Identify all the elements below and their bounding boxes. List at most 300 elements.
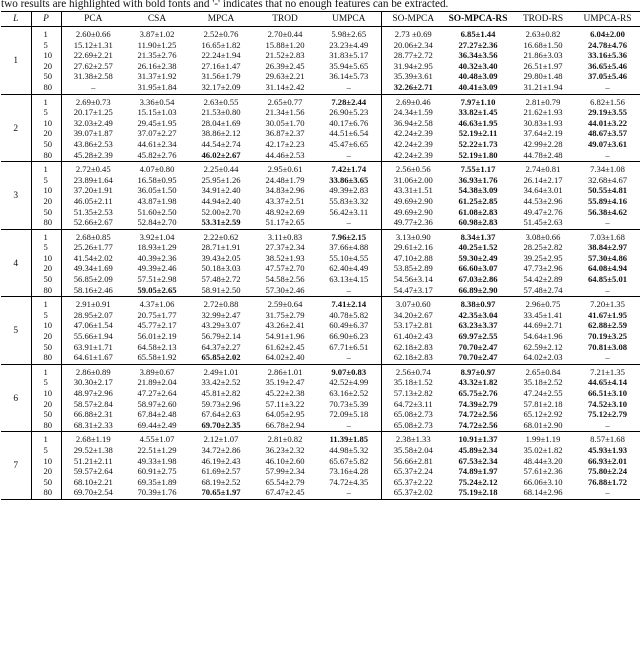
table-cell: – [605,352,610,363]
table-cell: 67.71±6.51 [317,342,381,353]
table-cell: 15.12±1.31 [73,39,113,50]
row-label-p: 10 [31,456,61,467]
table-cell: 3.36±0.54 [139,96,175,107]
header-l: L [1,12,31,27]
table-cell: 62.18±2.83 [393,341,433,352]
table-cell: 67.84±2.48 [137,409,177,420]
table-cell: 44.01±3.22 [587,117,628,128]
table-row [1,50,640,61]
table-cell: 75.12±2.79 [587,409,628,420]
table-cell: 51.45±2.63 [523,217,563,228]
table-cell: 57.48±2.74 [523,284,563,295]
table-row [1,61,640,72]
row-label-p: 10 [31,388,61,399]
table-caption: two results are highlighted with bold fonts and '-' indicates that no enough features can be extracted. [1,0,449,10]
table-block [1,162,640,230]
table-cell: 24.34±1.59 [393,107,433,118]
table-cell: 35.19±2.47 [265,377,305,388]
table-cell: 7.21±1.35 [590,366,625,377]
row-label-l: 1 [1,27,31,95]
table-cell: 55.10±4.55 [317,253,381,264]
header-method: CSA [125,12,189,27]
table-row [1,310,640,321]
table-cell: 56.79±2.14 [201,331,241,342]
table-cell: 73.16±4.28 [317,466,381,477]
row-label-p: 1 [31,162,61,175]
row-label-p: 1 [31,297,61,310]
table-cell: 54.58±2.56 [265,274,305,285]
table-cell: 55.89±4.16 [587,195,628,206]
table-cell: 38.84±2.97 [587,242,628,253]
table-cell: 51.17±2.65 [265,217,305,228]
table-cell: 47.10±2.88 [393,252,433,263]
table-cell: 74.89±1.97 [458,466,498,477]
table-cell: 65.37±2.22 [393,476,433,487]
table-cell: 66.51±3.10 [587,388,628,398]
table-cell: 23.89±1.64 [73,174,113,185]
table-cell: 46.63±1.95 [458,117,498,128]
table-cell: 2.95±0.61 [267,164,303,175]
table-cell: 6.85±1.44 [460,29,496,39]
table-cell: 28.95±2.07 [73,309,113,320]
table-cell: 4.37±1.06 [139,299,175,310]
row-label-p: 10 [31,50,61,61]
table-row [1,196,640,207]
row-label-p: 5 [31,107,61,118]
table-cell: 1.99±1.19 [525,434,561,445]
table-cell: 39.25±2.95 [523,252,563,263]
table-cell: 64.02±2.40 [265,352,305,363]
header-method: SO-MPCA-RS [445,12,511,27]
row-label-p: 5 [31,377,61,388]
table-cell: 8.97±0.97 [460,366,496,377]
table-cell: 34.83±2.96 [265,185,305,196]
table-row [1,162,640,175]
table-cell: 35.18±1.52 [393,377,433,388]
row-label-l: 2 [1,94,31,162]
table-cell: 63.16±2.52 [317,388,381,399]
header-method: PCA [61,12,125,27]
table-block [1,229,640,297]
table-cell: 40.25±1.52 [458,242,498,253]
table-row [1,71,640,82]
row-label-p: 50 [31,409,61,420]
table-cell: 5.98±2.65 [317,27,381,40]
table-cell: 33.45±1.41 [523,309,563,320]
table-cell: 57.99±2.34 [265,466,305,477]
table-block [1,27,640,95]
row-label-p: 20 [31,331,61,342]
table-cell: 69.44±2.49 [137,419,177,430]
table-cell: 58.97±2.60 [137,398,177,409]
row-label-p: 1 [31,432,61,445]
table-row [1,477,640,488]
table-cell: 64.05±2.95 [265,409,305,420]
table-cell: 44.65±4.14 [587,377,628,388]
table-cell: 45.22±2.38 [265,388,305,398]
table-cell: 29.80±1.48 [523,71,563,82]
table-row [1,487,640,499]
table-cell: 41.67±1.95 [587,309,628,320]
table-cell: 70.39±1.76 [137,487,177,498]
table-cell: 7.34±1.08 [590,164,625,175]
table-cell: 52.19±1.80 [458,149,498,160]
table-row [1,217,640,229]
row-label-p: 20 [31,61,61,72]
table-cell: 31.38±2.58 [73,71,113,82]
table-cell: 28.04±1.69 [201,117,241,128]
table-cell: 65.58±1.92 [137,352,177,363]
table-cell: 51.35±2.53 [73,206,113,217]
table-cell: 3.87±1.02 [139,29,175,39]
row-label-p: 50 [31,274,61,285]
table-cell: 60.91±2.75 [137,466,177,477]
table-cell: 21.89±2.04 [137,377,177,388]
row-label-p: 5 [31,175,61,186]
table-cell: 57.51±2.98 [137,274,177,285]
table-cell: 56.01±2.19 [137,331,177,342]
row-label-p: 80 [31,285,61,297]
table-row [1,331,640,342]
table-cell: 47.24±2.55 [523,388,563,398]
table-cell: 3.92±1.04 [139,231,175,242]
table-cell: 44.78±2.48 [523,149,563,160]
table-cell: 44.69±2.71 [523,320,563,331]
table-cell: 2.96±0.75 [525,299,561,310]
table-cell: 65.37±2.24 [393,466,433,477]
table-row [1,399,640,410]
table-cell: 2.91±0.91 [75,299,111,310]
table-cell: 25.26±1.77 [73,242,113,253]
table-cell: 48.97±2.96 [73,388,113,398]
table-cell: 34.64±3.01 [523,185,563,196]
table-cell: 25.95±1.26 [201,174,241,185]
row-label-l: 7 [1,432,31,500]
table-cell: 35.58±2.04 [393,444,433,455]
table-cell: 61.69±2.57 [201,466,241,477]
table-cell: 8.34±1.37 [460,231,496,242]
table-cell: 40.41±3.09 [458,81,498,92]
table-cell: 21.34±1.56 [265,107,305,118]
table-cell: 4.07±0.80 [139,164,175,175]
table-cell: 61.62±2.45 [265,341,305,352]
table-cell: 33.42±2.52 [201,377,241,388]
table-row [1,27,640,40]
table-cell: 2.22±0.62 [203,231,239,242]
row-label-p: 80 [31,217,61,229]
table-cell: – [91,81,96,92]
table-cell: 74.72±2.56 [458,419,498,430]
table-cell: 49.33±1.98 [137,455,177,466]
table-cell: 65.12±2.92 [523,409,563,420]
table-row [1,175,640,186]
table-cell: 52.84±2.70 [137,217,177,228]
table-cell: 20.06±2.34 [393,39,433,50]
table-cell: 33.86±3.65 [317,175,381,186]
table-cell: 43.32±1.82 [458,377,498,388]
table-cell: – [317,352,381,364]
table-cell: 58.57±2.84 [73,398,113,409]
table-cell: 3.11±0.83 [267,231,303,242]
table-cell: 48.44±3.20 [523,455,563,466]
row-label-l: 6 [1,364,31,432]
table-row [1,82,640,94]
table-cell: 46.05±2.11 [73,195,113,206]
table-row [1,207,640,218]
table-cell: 45.82±2.76 [137,149,177,160]
table-cell: 28.77±2.72 [393,50,433,61]
table-cell: 26.51±1.97 [523,60,563,71]
table-cell: 67.53±2.34 [458,455,498,466]
table-cell: 44.98±5.32 [317,445,381,456]
table-cell: 49.34±1.69 [73,263,113,274]
table-cell: 40.39±2.36 [137,252,177,263]
table-cell: 21.35±2.76 [137,50,177,61]
table-cell: 16.68±1.50 [523,39,563,50]
table-row [1,40,640,51]
table-cell: 54.47±3.17 [393,284,433,295]
table-cell: 49.47±2.76 [523,206,563,217]
table-cell: 37.05±5.46 [587,71,628,82]
table-cell: 59.05±2.65 [137,284,177,295]
table-cell: – [317,487,381,499]
row-label-l: 4 [1,229,31,297]
table-cell: 67.03±2.86 [458,274,498,285]
row-label-p: 20 [31,399,61,410]
table-cell: 28.71±1.91 [201,242,241,253]
table-cell: 65.08±2.73 [393,419,433,430]
table-cell: 49.69±2.90 [393,195,433,206]
table-cell: 2.25±0.44 [203,164,239,175]
table-cell: 36.05±1.50 [137,185,177,196]
table-cell: 74.52±3.10 [587,398,628,409]
table-cell: 64.61±1.67 [73,352,113,363]
table-cell: 72.09±5.18 [317,409,381,420]
table-cell: 59.73±2.96 [201,398,241,409]
table-cell: 3.07±0.60 [395,299,431,310]
table-cell: 26.16±2.38 [137,60,177,71]
row-label-p: 10 [31,118,61,129]
table-cell: 28.25±2.82 [523,242,563,253]
table-cell: 45.81±2.82 [201,388,241,398]
table-cell: 62.88±2.59 [587,320,628,331]
table-cell: 70.70±2.47 [458,352,498,363]
row-label-p: 20 [31,196,61,207]
table-cell: 36.23±2.32 [265,444,305,455]
table-cell: 8.38±0.97 [460,299,496,310]
table-cell: 59.30±2.49 [458,252,498,263]
table-cell: 47.73±2.96 [523,263,563,274]
table-cell: 6.04±2.00 [590,29,625,39]
table-cell: 2.81±0.79 [525,96,561,107]
table-cell: 62.18±2.83 [393,352,433,363]
table-cell: 68.10±2.21 [73,476,113,487]
table-cell: 2.69±0.73 [75,96,111,107]
row-label-p: 20 [31,466,61,477]
table-cell: 60.49±6.37 [317,320,381,331]
table-cell: 42.24±2.39 [393,149,433,160]
table-cell: 31.94±2.95 [393,60,433,71]
table-cell: 37.66±4.88 [317,242,381,253]
table-cell: 42.17±2.23 [265,138,305,149]
table-cell: 11.39±1.85 [317,432,381,445]
table-cell: 18.93±1.29 [137,242,177,253]
table-cell: 2.69±0.46 [395,96,431,107]
table-cell: 66.93±2.01 [587,455,628,466]
table-row [1,432,640,445]
table-cell: 2.73 ±0.69 [394,29,432,39]
table-cell: 57.13±2.82 [393,388,433,398]
table-cell: 59.57±2.64 [73,466,113,477]
table-cell: 2.70±0.44 [267,29,303,39]
table-cell: – [317,217,381,229]
table-cell: 61.40±2.43 [393,331,433,342]
table-cell: 65.54±2.79 [265,476,305,487]
table-cell: 22.24±1.94 [201,50,241,61]
table-cell: 33.82±1.45 [458,107,498,118]
table-cell: 66.88±2.31 [73,409,113,420]
row-label-p: 80 [31,487,61,499]
table-cell: 69.35±1.89 [137,476,177,487]
table-cell: 2.59±0.64 [267,299,303,310]
table-cell: 57.11±3.22 [265,398,305,409]
table-cell: 21.86±3.03 [523,50,563,61]
table-cell: 41.54±2.02 [73,252,113,263]
table-cell: 2.56±0.74 [395,366,431,377]
table-row [1,466,640,477]
table-cell: 16.58±0.95 [137,174,177,185]
table-cell: 2.63±0.55 [203,96,239,107]
table-cell: 16.65±1.82 [201,39,241,50]
table-cell: 49.77±2.36 [393,217,433,228]
table-cell: 57.81±2.18 [523,398,563,409]
table-cell: 31.37±1.92 [137,71,177,82]
table-row [1,139,640,150]
table-row [1,263,640,274]
table-cell: 37.07±2.27 [137,128,177,139]
table-cell: 61.08±2.83 [458,206,498,217]
table-cell: 69.97±2.55 [458,331,498,342]
row-label-p: 5 [31,310,61,321]
table-cell: 36.34±3.56 [458,50,498,61]
table-cell: 24.78±4.76 [587,39,628,50]
row-label-p: 10 [31,185,61,196]
table-cell: 66.90±6.23 [317,331,381,342]
table-cell: 27.16±1.47 [201,60,241,71]
table-cell: 48.92±2.69 [265,206,305,217]
row-label-p: 50 [31,477,61,488]
table-cell: 33.16±5.36 [587,50,628,61]
table-cell: 53.17±2.81 [393,320,433,331]
table-row [1,456,640,467]
table-cell: 68.14±2.96 [523,487,563,498]
table-cell: 7.55±1.17 [460,164,496,175]
table-cell: – [317,285,381,297]
table-cell: 10.91±1.37 [458,434,498,445]
table-cell: 58.16±2.46 [73,284,113,295]
table-cell: 2.63±0.82 [525,29,561,39]
table-cell: 29.63±2.21 [265,71,305,82]
table-cell: 26.90±5.23 [317,107,381,118]
table-cell: 56.38±4.62 [587,206,628,217]
table-cell: 70.19±3.25 [587,331,628,342]
table-cell: 40.78±5.82 [317,310,381,321]
table-cell: 74.39±2.79 [458,398,498,409]
table-cell: 65.67±5.82 [317,456,381,467]
table-cell: 2.74±0.81 [525,164,561,175]
table-cell: 7.20±1.35 [590,299,625,310]
row-label-l: 3 [1,162,31,230]
table-cell: 70.65±1.97 [201,487,241,498]
table-cell: 49.69±2.90 [393,206,433,217]
header-method: UMPCA-RS [575,12,640,27]
table-cell: 70.70±2.47 [458,341,498,352]
table-cell: 66.78±2.94 [265,419,305,430]
table-cell: 4.55±1.07 [139,434,175,445]
table-cell: 62.40±4.49 [317,263,381,274]
table-cell: 34.20±2.67 [393,309,433,320]
row-label-p: 20 [31,128,61,139]
table-cell: 32.26±2.71 [393,81,433,92]
table-cell: – [317,420,381,432]
table-cell: 65.85±2.02 [201,352,241,363]
table-row [1,285,640,297]
header-method: MPCA [189,12,253,27]
table-cell: 64.58±2.13 [137,341,177,352]
table-cell: – [605,487,610,498]
row-label-p: 80 [31,82,61,94]
table-row [1,364,640,377]
table-cell: 2.38±1.33 [395,434,431,445]
table-cell: 37.64±2.19 [523,128,563,139]
table-cell: 35.39±3.61 [393,71,433,82]
table-cell: 31.56±1.79 [201,71,241,82]
table-cell: 7.42±1.74 [317,162,381,175]
table-cell: 43.86±2.53 [73,138,113,149]
table-cell: 7.41±2.14 [317,297,381,310]
table-cell: 60.98±2.83 [458,217,498,228]
table-cell: 29.61±2.16 [393,242,433,253]
table-cell: 26.14±2.17 [523,174,563,185]
table-cell: 38.52±1.93 [265,252,305,263]
table-cell: 48.67±3.57 [587,128,628,139]
table-cell: 66.89±2.90 [458,284,498,295]
table-cell: 2.65±0.84 [525,366,561,377]
table-cell: 45.77±2.17 [137,320,177,331]
table-cell: 67.47±2.45 [265,487,305,498]
table-cell: 2.72±0.88 [203,299,239,310]
table-cell: 3.89±0.67 [139,366,175,377]
table-row [1,409,640,420]
table-cell: 27.37±2.34 [265,242,305,253]
row-label-p: 10 [31,253,61,264]
header-row [1,12,640,27]
table-cell: – [605,81,610,92]
table-row [1,128,640,139]
table-cell: 20.17±1.25 [73,107,113,118]
table-cell: 29.45±1.95 [137,117,177,128]
table-cell: 42.52±4.99 [317,377,381,388]
table-cell: 2.86±1.01 [267,366,303,377]
table-cell: 35.18±2.52 [523,377,563,388]
table-cell: 64.02±2.03 [523,352,563,363]
table-cell: 50.18±3.03 [201,263,241,274]
table-cell: 44.94±2.40 [201,195,241,206]
table-cell: 52.66±2.67 [73,217,113,228]
table-cell: 66.06±3.10 [523,476,563,487]
table-cell: 45.89±2.34 [458,444,498,455]
table-cell: 39.07±1.87 [73,128,113,139]
